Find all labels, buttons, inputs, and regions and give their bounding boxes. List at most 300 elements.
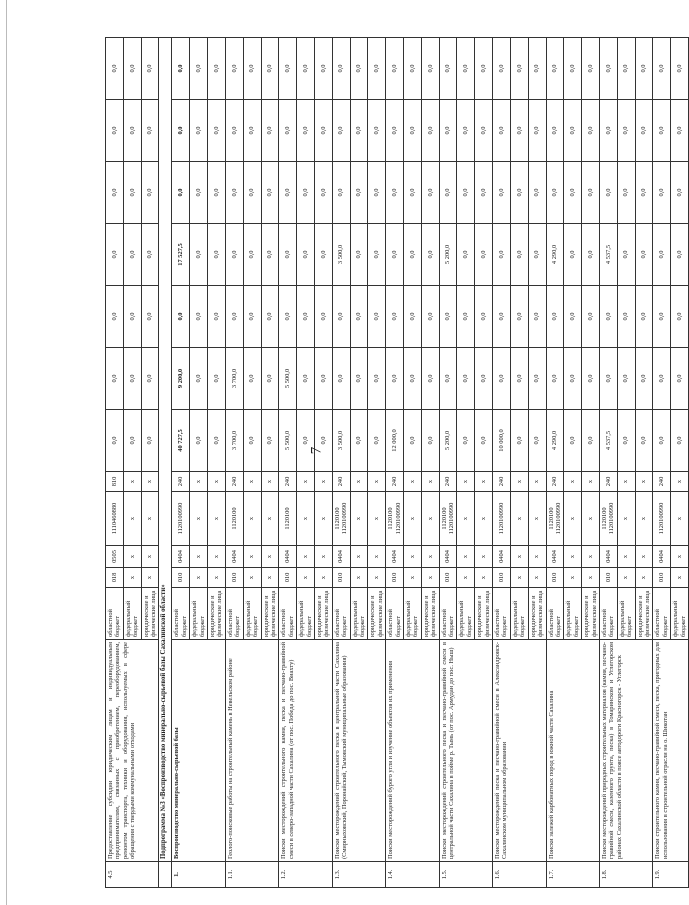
table-cell: 0404 [172, 546, 190, 568]
table-cell: федеральный бюджет [617, 588, 635, 640]
table-cell: 0,0 [314, 162, 332, 224]
table-cell [159, 862, 172, 888]
table-cell: 0,0 [332, 38, 350, 100]
table-cell: 0,0 [297, 38, 315, 100]
table-cell: 0,0 [350, 38, 368, 100]
table-cell: 0,0 [475, 162, 493, 224]
table-cell: 0,0 [141, 410, 159, 472]
table-cell: x [671, 472, 689, 492]
table-cell: x [314, 568, 332, 588]
table-cell: 0,0 [493, 286, 511, 348]
table-cell: 010 [599, 568, 617, 588]
table-cell: 0404 [279, 546, 297, 568]
table-cell: 4.5 [106, 862, 159, 888]
table-cell: x [528, 568, 546, 588]
table-cell: 0,0 [564, 162, 582, 224]
table-cell: x [582, 568, 600, 588]
table-cell: 010 [332, 568, 350, 588]
table-cell: 0,0 [475, 224, 493, 286]
table-cell: x [404, 472, 422, 492]
table-cell: 3 500,0 [332, 410, 350, 472]
table-cell: 0,0 [106, 100, 124, 162]
table-cell: 0,0 [332, 286, 350, 348]
table-cell: 0,0 [475, 100, 493, 162]
table-cell: 240 [172, 472, 190, 492]
table-cell: 0,0 [208, 286, 226, 348]
table-cell: областной бюджет [546, 588, 564, 640]
table-cell: областной бюджет [439, 588, 457, 640]
table-cell: x [475, 546, 493, 568]
table-cell: Воспроизводство минерально-сырьевой базы [172, 640, 225, 862]
table-cell: x [475, 568, 493, 588]
table-cell: 0,0 [599, 162, 617, 224]
table-cell: 0,0 [314, 286, 332, 348]
table-cell: 0,0 [243, 38, 261, 100]
table-cell: x [528, 546, 546, 568]
table-cell: 1.3. [332, 862, 385, 888]
table-cell: 0,0 [141, 38, 159, 100]
table-cell: 0505 [106, 546, 124, 568]
table-cell: 0,0 [225, 38, 243, 100]
table-cell: 0,0 [510, 224, 528, 286]
table-cell: областной бюджет [493, 588, 511, 640]
table-cell: 240 [386, 472, 404, 492]
table-cell: x [261, 546, 279, 568]
table-cell: x [123, 492, 141, 546]
table-cell: юридические и физические лица [261, 588, 279, 640]
table-row [279, 38, 297, 888]
table-cell: 4 537,5 [599, 224, 617, 286]
table-cell: 3 700,0 [225, 410, 243, 472]
table-cell: 0,0 [368, 348, 386, 410]
table-cell: 0,0 [368, 224, 386, 286]
table-cell: 240 [653, 472, 671, 492]
table-cell: 0,0 [582, 348, 600, 410]
table-cell: Поиски месторождений бурого угля и изучение объектов их применения [386, 640, 439, 862]
table-cell: 0,0 [528, 286, 546, 348]
table-cell: 240 [279, 472, 297, 492]
table-cell: 0,0 [564, 100, 582, 162]
table-cell: 0,0 [106, 38, 124, 100]
table-cell: 1120100 1120100990 [332, 492, 350, 546]
table-cell: x [671, 492, 689, 546]
table-cell: 0,0 [279, 100, 297, 162]
table-cell: 0,0 [314, 38, 332, 100]
table-cell: 0,0 [261, 286, 279, 348]
table-cell: 1120100990 [493, 492, 511, 546]
table-cell: 810 [106, 472, 124, 492]
table-cell: 0,0 [261, 162, 279, 224]
table-cell: x [475, 492, 493, 546]
table-cell: 018 [106, 568, 124, 588]
table-cell: 0,0 [208, 162, 226, 224]
page-number: 7 [308, 446, 325, 455]
table-cell: 0,0 [582, 100, 600, 162]
table-cell: 5 200,0 [439, 224, 457, 286]
table-cell: юридические и физические лица [421, 588, 439, 640]
budget-table [105, 37, 689, 888]
table-cell: x [457, 492, 475, 546]
table-cell: 0,0 [617, 224, 635, 286]
table-cell: юридические и физические лица [582, 588, 600, 640]
table-cell: 0,0 [582, 410, 600, 472]
table-row [225, 38, 243, 888]
table-cell: 0,0 [546, 38, 564, 100]
table-cell: x [635, 546, 653, 568]
table-cell: 0,0 [635, 162, 653, 224]
table-cell: x [528, 472, 546, 492]
table-cell: 1120100 1120100990 [599, 492, 617, 546]
table-cell: 0,0 [106, 224, 124, 286]
table-cell: 3 700,0 [225, 348, 243, 410]
table-cell: 1. [172, 862, 225, 888]
table-cell: федеральный бюджет [457, 588, 475, 640]
table-cell: 0404 [225, 546, 243, 568]
table-cell: 0,0 [243, 348, 261, 410]
table-cell: 1110460880 [106, 492, 124, 546]
table-cell: 1.5. [439, 862, 492, 888]
table-cell: 0,0 [421, 224, 439, 286]
table-cell: 0,0 [404, 224, 422, 286]
table-cell: 1.6. [493, 862, 546, 888]
table-cell: 0,0 [208, 38, 226, 100]
table-cell: 0,0 [457, 38, 475, 100]
table-cell: 240 [599, 472, 617, 492]
table-cell: 0,0 [386, 224, 404, 286]
table-cell: 010 [653, 568, 671, 588]
table-cell: x [261, 492, 279, 546]
table-cell: 0,0 [439, 100, 457, 162]
table-cell: 0,0 [208, 224, 226, 286]
table-cell: x [404, 546, 422, 568]
table-cell: x [404, 568, 422, 588]
table-cell: 1120100990 [653, 492, 671, 546]
table-cell: 0,0 [635, 348, 653, 410]
table-cell: 0,0 [671, 286, 689, 348]
table-cell: x [297, 546, 315, 568]
table-cell: x [582, 546, 600, 568]
table-cell: федеральный бюджет [297, 588, 315, 640]
table-cell: 0,0 [421, 100, 439, 162]
table-cell: 0,0 [599, 348, 617, 410]
table-row [386, 38, 404, 888]
table-cell: 5 500,0 [279, 348, 297, 410]
table-cell: x [314, 546, 332, 568]
table-cell: x [208, 546, 226, 568]
table-cell: 0,0 [172, 286, 190, 348]
table-cell: 0,0 [546, 100, 564, 162]
table-cell: 1.2. [279, 862, 332, 888]
table-cell: 0,0 [350, 100, 368, 162]
table-cell: 0,0 [599, 100, 617, 162]
table-cell: x [261, 472, 279, 492]
table-cell: x [123, 546, 141, 568]
table-cell: 0,0 [493, 224, 511, 286]
table-cell: 0,0 [457, 410, 475, 472]
table-cell: 010 [279, 568, 297, 588]
table-cell: 0,0 [635, 410, 653, 472]
table-cell: 0404 [439, 546, 457, 568]
table-cell: 5 500,0 [279, 410, 297, 472]
table-cell: 0,0 [208, 348, 226, 410]
table-cell: юридические и физические лица [314, 588, 332, 640]
table-cell: 0,0 [653, 100, 671, 162]
table-cell: 0,0 [439, 348, 457, 410]
table-cell: федеральный бюджет [510, 588, 528, 640]
table-cell: 0,0 [123, 162, 141, 224]
table-cell: 0,0 [493, 38, 511, 100]
table-cell: 0,0 [564, 348, 582, 410]
table-cell: юридические и физические лица [475, 588, 493, 640]
table-cell: 0,0 [261, 348, 279, 410]
table-cell: 0,0 [172, 100, 190, 162]
table-cell: x [368, 546, 386, 568]
table-row [332, 38, 350, 888]
table-cell: 0,0 [582, 224, 600, 286]
table-cell: 0,0 [528, 162, 546, 224]
table-cell: 0,0 [190, 38, 208, 100]
table-cell: Поиски месторождений строительного песка и песчано-гравийной смеси в центральной части Сахалина в пойме р. Тымь (от пос. Армудан до пос. Ныш) [439, 640, 492, 862]
table-cell: 0404 [493, 546, 511, 568]
table-cell: 0,0 [172, 162, 190, 224]
table-cell: 0,0 [106, 410, 124, 472]
table-cell: Поиски залежей карбонатных пород в южной части Сахалина [546, 640, 599, 862]
table-cell: 0,0 [243, 224, 261, 286]
table-row [599, 38, 617, 888]
table-cell: 0,0 [599, 38, 617, 100]
table-cell: 0,0 [141, 348, 159, 410]
table-cell: 0,0 [225, 224, 243, 286]
table-cell: 0,0 [653, 348, 671, 410]
table-cell: 0,0 [528, 100, 546, 162]
table-cell: 0,0 [350, 286, 368, 348]
table-row [653, 38, 671, 888]
table-cell: 0,0 [635, 224, 653, 286]
table-cell: 17 527,5 [172, 224, 190, 286]
table-cell: x [582, 492, 600, 546]
table-cell: x [635, 492, 653, 546]
table-cell: 0,0 [564, 286, 582, 348]
table-cell: x [297, 492, 315, 546]
table-cell: x [421, 546, 439, 568]
table-cell: x [350, 568, 368, 588]
table-cell: 0,0 [297, 224, 315, 286]
table-cell: 0,0 [582, 162, 600, 224]
table-cell: 0,0 [617, 410, 635, 472]
table-cell: 0,0 [439, 162, 457, 224]
table-cell: x [123, 472, 141, 492]
table-cell: областной бюджет [332, 588, 350, 640]
table-cell: областной бюджет [599, 588, 617, 640]
table-cell: 0,0 [332, 162, 350, 224]
table-cell: x [510, 546, 528, 568]
table-cell: x [190, 472, 208, 492]
table-cell: 0,0 [386, 38, 404, 100]
table-cell: 0,0 [332, 348, 350, 410]
table-cell: 0,0 [106, 286, 124, 348]
table-cell: 0,0 [421, 38, 439, 100]
table-cell: 0,0 [123, 38, 141, 100]
table-cell: 0,0 [297, 286, 315, 348]
table-cell: x [297, 472, 315, 492]
table-cell: Предоставление субсидии юридическим лицам и индивидуальным предпринимателям, связанных с приобретением, переоборудованием, ремонтом транспорта, техники и оборудования, используемых в сфере обращения с твердыми коммунальными отходами [106, 640, 159, 862]
table-cell: 0,0 [439, 286, 457, 348]
table-cell: x [368, 568, 386, 588]
table-cell: федеральный бюджет [243, 588, 261, 640]
table-cell: x [243, 492, 261, 546]
table-cell: юридические и физические лица [208, 588, 226, 640]
table-cell: 0,0 [172, 38, 190, 100]
table-cell: 0,0 [208, 410, 226, 472]
table-cell: x [457, 568, 475, 588]
table-cell: 0,0 [297, 410, 315, 472]
table-cell: x [528, 492, 546, 546]
table-cell: 1.9. [653, 862, 689, 888]
table-cell: 4 537,5 [599, 410, 617, 472]
table-cell: областной бюджет [172, 588, 190, 640]
table-cell: 0,0 [457, 286, 475, 348]
table-cell: Поиски месторождений строительного камня, песка и песчано-гравийной смеси в северо-западной части Сахалина (от пос. Победа до пос. Виахту) [279, 640, 332, 862]
table-cell: 010 [546, 568, 564, 588]
table-cell: областной бюджет [106, 588, 124, 640]
table-cell: 0,0 [368, 286, 386, 348]
table-cell: Подпрограмма №3 «Воспроизводство минерально-сырьевой базы Сахалинской области» [159, 38, 172, 862]
table-cell: 10 000,0 [493, 410, 511, 472]
table-cell: 0,0 [635, 286, 653, 348]
table-cell: 0,0 [653, 162, 671, 224]
table-cell: 0,0 [582, 286, 600, 348]
table-cell: 0,0 [475, 410, 493, 472]
table-cell: 0,0 [510, 100, 528, 162]
table-cell: 0,0 [528, 410, 546, 472]
table-cell: x [421, 568, 439, 588]
table-cell: 0,0 [617, 286, 635, 348]
table-cell: 0,0 [564, 224, 582, 286]
table-cell: Поиски месторождений строительного песка в центральной части Сахалина (Смирныховский, Поронайский, Тымовский муниципальные образования) [332, 640, 385, 862]
table-cell: 0,0 [671, 224, 689, 286]
table-cell: 0,0 [510, 348, 528, 410]
table-cell: 0,0 [546, 162, 564, 224]
table-row [546, 38, 564, 888]
table-cell: 3 500,0 [332, 224, 350, 286]
table-cell: 0,0 [457, 348, 475, 410]
table-cell: 0,0 [225, 286, 243, 348]
table-cell: 9 200,0 [172, 348, 190, 410]
table-cell: 0,0 [404, 348, 422, 410]
table-cell: x [564, 568, 582, 588]
table-cell: 0,0 [493, 348, 511, 410]
table-cell: 240 [546, 472, 564, 492]
table-cell: x [141, 546, 159, 568]
table-cell: 0,0 [123, 224, 141, 286]
table-cell: 0,0 [546, 286, 564, 348]
table-row [172, 38, 190, 888]
table-cell: 0,0 [475, 38, 493, 100]
table-cell: 0,0 [510, 162, 528, 224]
table-cell: x [208, 472, 226, 492]
table-cell: 0,0 [225, 162, 243, 224]
table-cell: Поиски строительного камня, песчано-гравийной смеси, песка, пригодных для использования в строительной отрасли на о. Шикотан [653, 640, 689, 862]
table-cell: 12 000,0 [386, 410, 404, 472]
table-cell: 0,0 [386, 286, 404, 348]
table-cell: 0,0 [635, 38, 653, 100]
table-cell: 0,0 [404, 162, 422, 224]
table-cell: 0,0 [386, 100, 404, 162]
table-cell: 0,0 [404, 286, 422, 348]
table-cell: юридические и физические лица [141, 588, 159, 640]
table-cell: x [457, 546, 475, 568]
table-cell: x [261, 568, 279, 588]
table-cell: x [510, 492, 528, 546]
table-cell: x [141, 472, 159, 492]
table-cell: 0,0 [528, 348, 546, 410]
table-cell: 5 200,0 [439, 410, 457, 472]
table-cell: 0,0 [190, 162, 208, 224]
table-cell: 0,0 [671, 410, 689, 472]
table-cell: 0,0 [404, 100, 422, 162]
table-cell: 0,0 [350, 410, 368, 472]
table-row [159, 38, 172, 888]
table-cell: юридические и физические лица [635, 588, 653, 640]
table-cell: областной бюджет [225, 588, 243, 640]
table-cell: юридические и физические лица [368, 588, 386, 640]
table-cell: областной бюджет [386, 588, 404, 640]
table-cell: 0,0 [457, 224, 475, 286]
table-cell: 0,0 [279, 162, 297, 224]
table-cell: 0,0 [546, 348, 564, 410]
table-cell: x [243, 546, 261, 568]
table-cell: 0,0 [599, 286, 617, 348]
table-cell: 0,0 [297, 348, 315, 410]
table-cell: 240 [493, 472, 511, 492]
table-cell: 1120100 1120100990 [386, 492, 404, 546]
table-cell: 0,0 [350, 162, 368, 224]
table-cell: 0,0 [243, 410, 261, 472]
table-row [106, 38, 124, 888]
table-cell: 0,0 [279, 38, 297, 100]
table-cell: 010 [439, 568, 457, 588]
table-cell: x [297, 568, 315, 588]
table-cell: x [617, 492, 635, 546]
table-cell: 0,0 [421, 286, 439, 348]
table-cell: 0,0 [671, 38, 689, 100]
table-row [493, 38, 511, 888]
table-cell: x [404, 492, 422, 546]
table-cell: федеральный бюджет [190, 588, 208, 640]
table-cell: 0,0 [617, 38, 635, 100]
table-cell: x [564, 472, 582, 492]
table-cell: x [141, 492, 159, 546]
table-cell: x [368, 492, 386, 546]
table-cell: x [564, 492, 582, 546]
table-cell: 0,0 [653, 38, 671, 100]
table-cell: 0,0 [528, 38, 546, 100]
table-cell: x [671, 546, 689, 568]
table-body [106, 38, 689, 888]
table-cell: x [617, 472, 635, 492]
table-cell: 0,0 [314, 348, 332, 410]
table-cell: 240 [439, 472, 457, 492]
table-cell: 0,0 [493, 100, 511, 162]
table-cell: юридические и физические лица [528, 588, 546, 640]
table-cell: 0,0 [243, 100, 261, 162]
table-cell: x [475, 472, 493, 492]
table-cell: 4 290,0 [546, 224, 564, 286]
table-cell: 0,0 [190, 100, 208, 162]
table-cell: 0,0 [475, 348, 493, 410]
table-cell: 1120100990 [172, 492, 190, 546]
table-cell: 1.8. [599, 862, 652, 888]
